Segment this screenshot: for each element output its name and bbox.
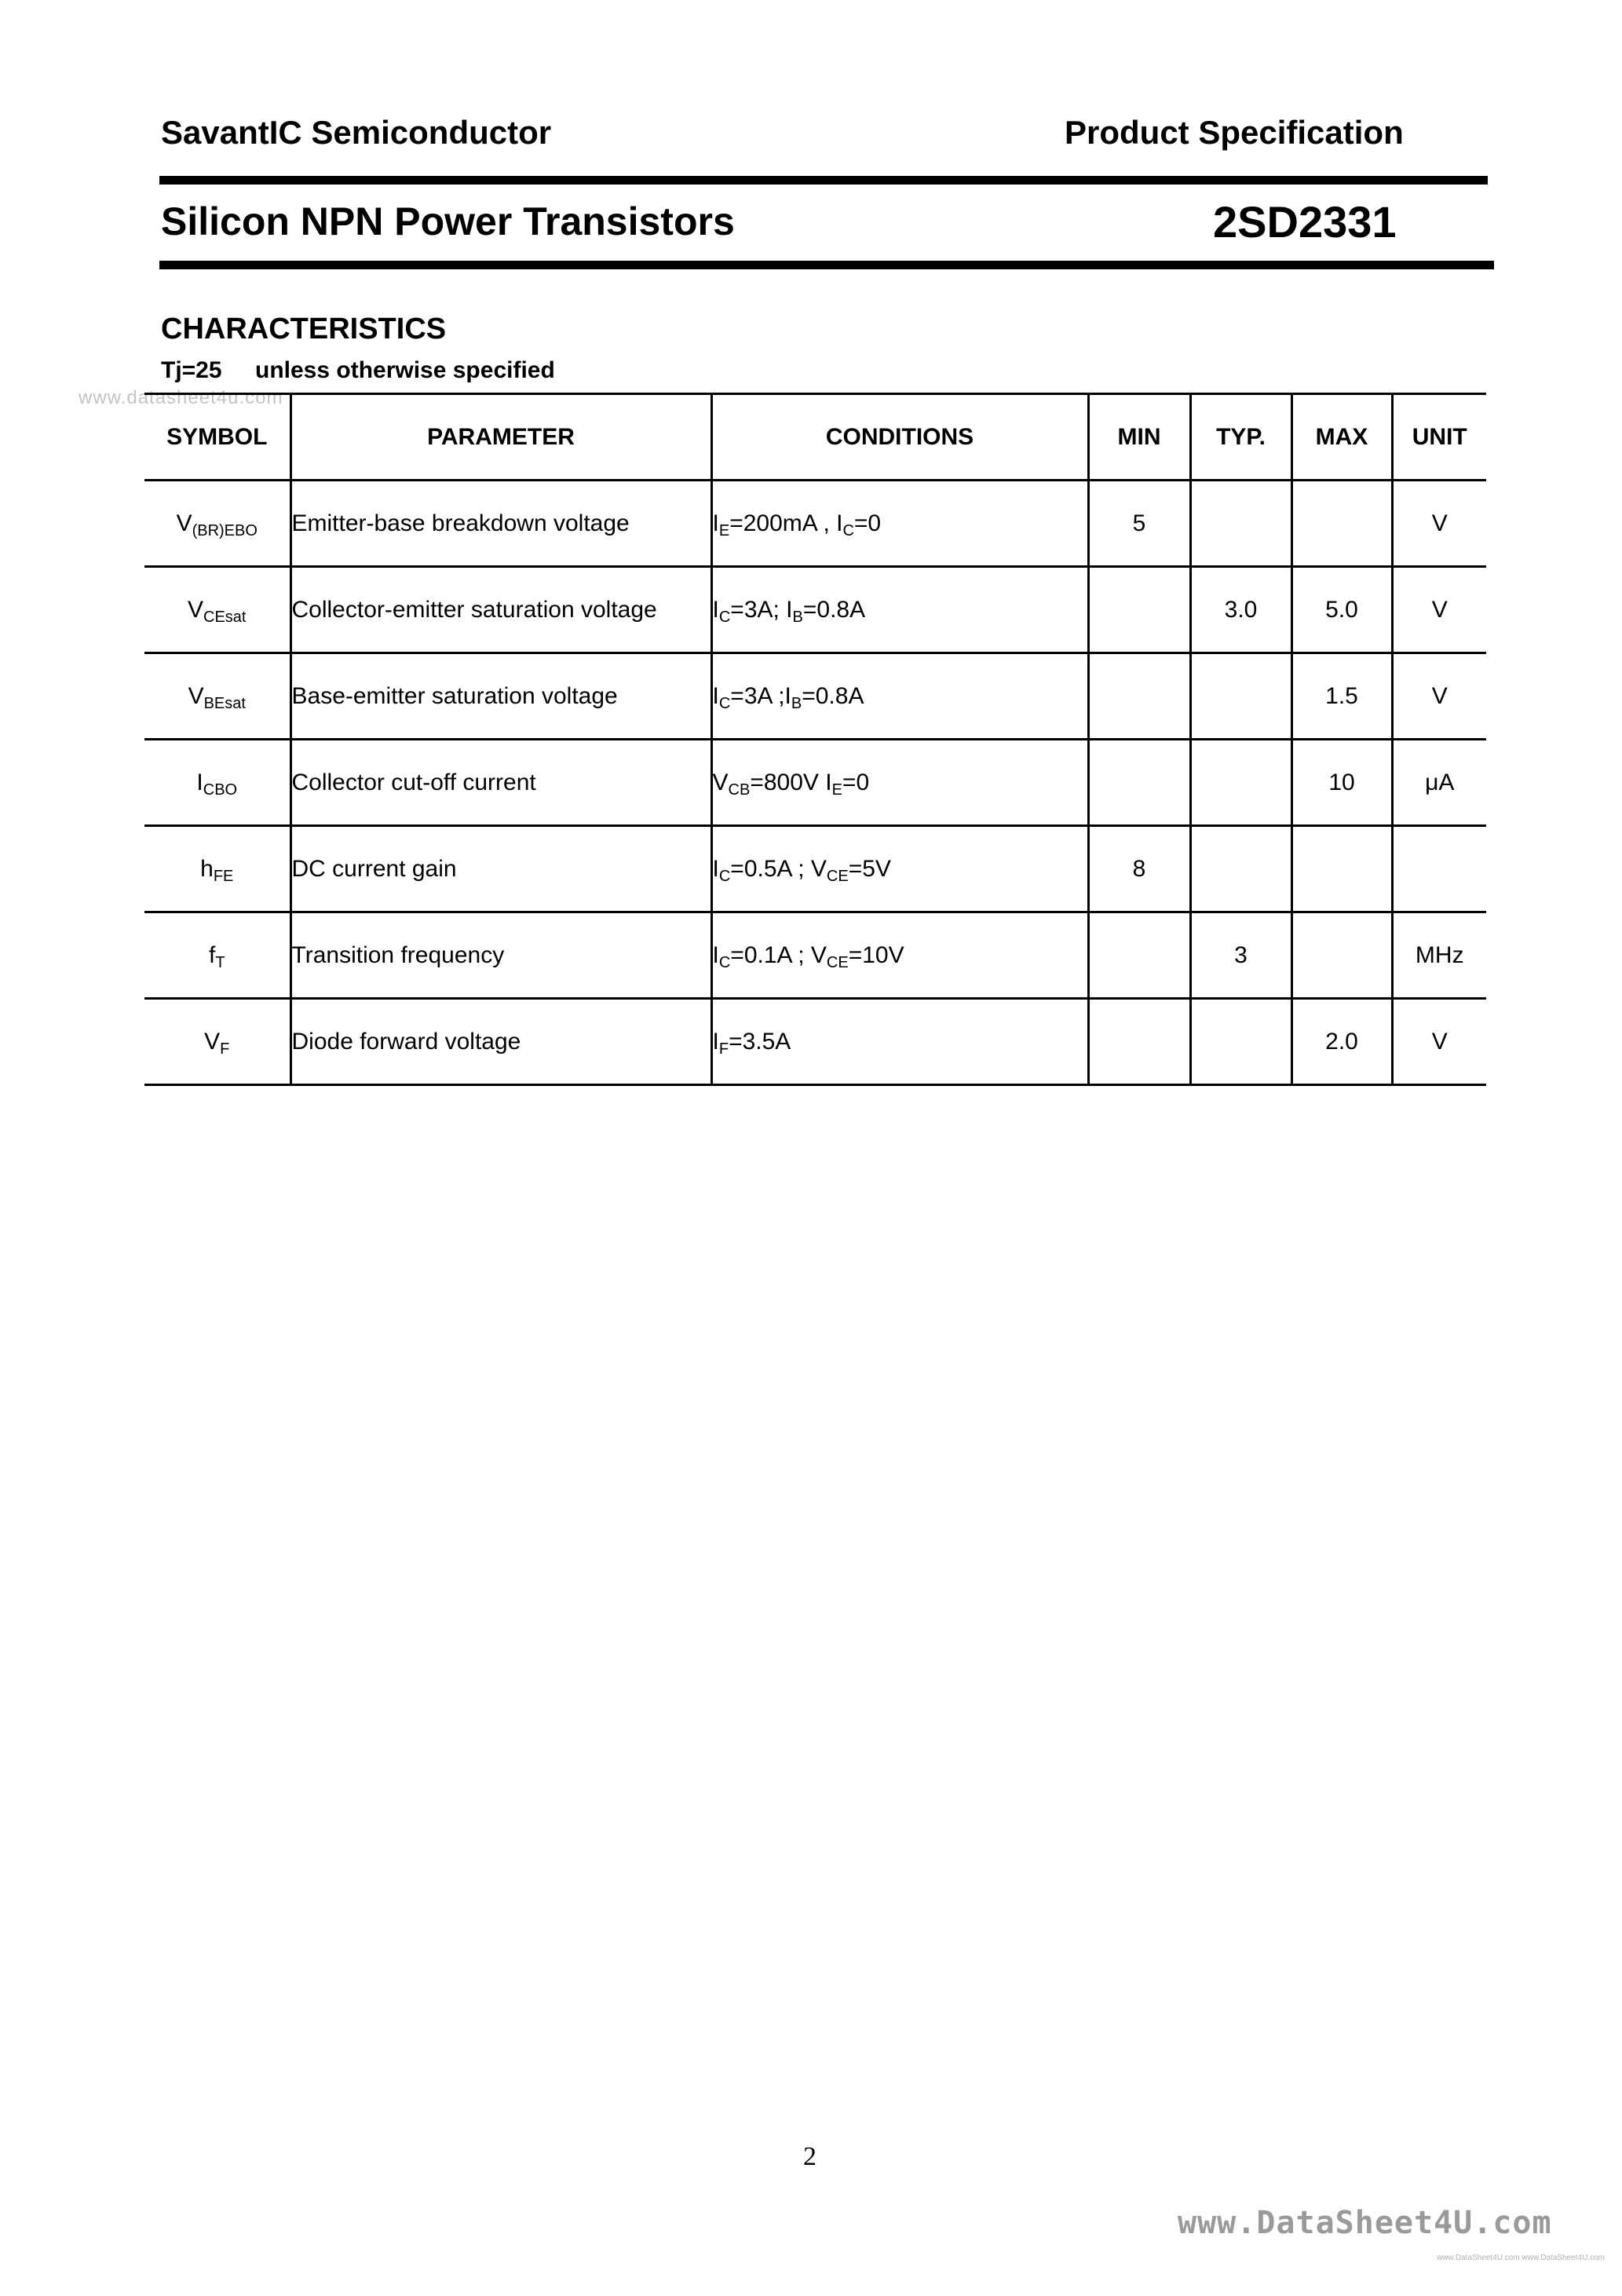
header-symbol: SYMBOL [144, 394, 290, 481]
cell-typ: 3 [1190, 912, 1291, 999]
cell-parameter: Base-emitter saturation voltage [290, 653, 711, 740]
cell-min [1088, 999, 1190, 1085]
characteristics-table [144, 393, 1486, 1086]
document-type: Product Specification [1065, 114, 1404, 151]
cell-unit: V [1392, 481, 1486, 567]
page-number: 2 [803, 2142, 816, 2171]
part-number: 2SD2331 [1213, 197, 1397, 247]
header-rule-bottom [159, 261, 1494, 269]
cell-parameter: DC current gain [290, 826, 711, 912]
cell-parameter: Diode forward voltage [290, 999, 711, 1085]
table-row [144, 912, 1486, 999]
cell-typ [1190, 999, 1291, 1085]
table-row [144, 481, 1486, 567]
cell-typ [1190, 740, 1291, 826]
cell-conditions: $V_{CB}=800V$ $I_E=0$ [711, 740, 1088, 826]
cell-typ: 3.0 [1190, 567, 1291, 653]
cell-max [1291, 826, 1392, 912]
cell-conditions: $I_C=0.5A$ ; $V_{CE}=5V$ [711, 826, 1088, 912]
cell-unit: MHz [1392, 912, 1486, 999]
header-unit: UNIT [1392, 394, 1486, 481]
cell-conditions: $I_C=3A$; $I_B=0.8A$ [711, 567, 1088, 653]
cell-max: 1.5 [1291, 653, 1392, 740]
cell-max: 5.0 [1291, 567, 1392, 653]
watermark-bottom: www.DataSheet4U.com [1178, 2205, 1552, 2241]
cell-unit: μA [1392, 740, 1486, 826]
cell-symbol: $V_{BEsat}$ [144, 653, 290, 740]
cell-conditions: $I_F=3.5A$ [711, 999, 1088, 1085]
table-row [144, 999, 1486, 1085]
header-max: MAX [1291, 394, 1392, 481]
cell-parameter: Transition frequency [290, 912, 711, 999]
cell-max: 2.0 [1291, 999, 1392, 1085]
cell-max [1291, 912, 1392, 999]
cell-conditions: $I_E=200mA$ , $I_C=0$ [711, 481, 1088, 567]
cell-symbol: $f_T$ [144, 912, 290, 999]
cell-symbol: $V_{(BR)EBO}$ [144, 481, 290, 567]
cell-min [1088, 567, 1190, 653]
header-rule-top [159, 176, 1488, 185]
cell-min [1088, 653, 1190, 740]
cell-unit [1392, 826, 1486, 912]
footer-fineprint: www.DataSheet4U.com www.DataSheet4U.com [1437, 2254, 1605, 2262]
cell-min: 8 [1088, 826, 1190, 912]
test-condition-text: unless otherwise specified [255, 357, 555, 383]
cell-typ [1190, 653, 1291, 740]
cell-unit: V [1392, 653, 1486, 740]
cell-symbol: $V_{CEsat}$ [144, 567, 290, 653]
table-header-row [144, 394, 1486, 481]
cell-conditions: $I_C=0.1A$ ; $V_{CE}=10V$ [711, 912, 1088, 999]
table-row [144, 826, 1486, 912]
company-name: SavantIC Semiconductor [161, 114, 552, 151]
cell-parameter: Collector cut-off current [290, 740, 711, 826]
cell-max [1291, 481, 1392, 567]
cell-symbol: $h_{FE}$ [144, 826, 290, 912]
cell-symbol: $I_{CBO}$ [144, 740, 290, 826]
header-min: MIN [1088, 394, 1190, 481]
cell-parameter: Emitter-base breakdown voltage [290, 481, 711, 567]
section-heading: CHARACTERISTICS [161, 313, 447, 345]
cell-typ [1190, 481, 1291, 567]
cell-typ [1190, 826, 1291, 912]
test-condition-tj: Tj=25 [161, 357, 222, 383]
cell-unit: V [1392, 567, 1486, 653]
cell-max: 10 [1291, 740, 1392, 826]
cell-parameter: Collector-emitter saturation voltage [290, 567, 711, 653]
header-parameter: PARAMETER [290, 394, 711, 481]
table-row [144, 653, 1486, 740]
header-typ: TYP. [1190, 394, 1291, 481]
cell-conditions: $I_C=3A$ $;I_B=0.8A$ [711, 653, 1088, 740]
cell-min [1088, 740, 1190, 826]
cell-min [1088, 912, 1190, 999]
cell-min: 5 [1088, 481, 1190, 567]
header-conditions: CONDITIONS [711, 394, 1088, 481]
watermark-top: www.datasheet4u.com [79, 387, 283, 408]
document-title: Silicon NPN Power Transistors [161, 199, 735, 243]
table-row [144, 567, 1486, 653]
cell-unit: V [1392, 999, 1486, 1085]
cell-symbol: $V_F$ [144, 999, 290, 1085]
table-row [144, 740, 1486, 826]
